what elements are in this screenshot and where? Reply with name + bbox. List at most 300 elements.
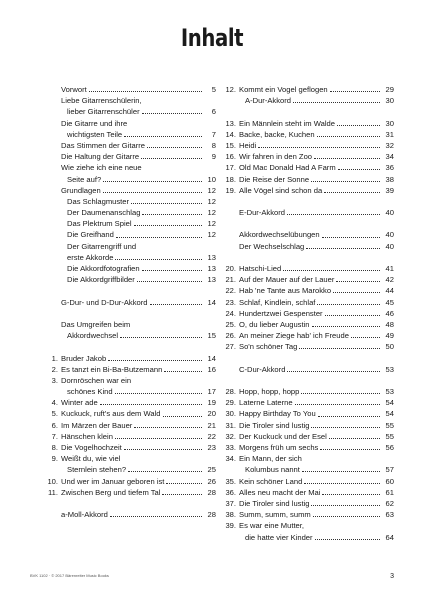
toc-entry <box>45 330 216 341</box>
toc-entry <box>45 274 216 285</box>
toc-entry-title: Schlaf, Kindlein, schlaf <box>239 297 316 307</box>
toc-entry <box>223 498 394 509</box>
toc-entry <box>223 386 394 397</box>
toc-entry-page: 30 <box>385 118 394 128</box>
toc-entry-title: Backe, backe, Kuchen <box>239 129 315 139</box>
toc-entry-page: 32 <box>385 140 394 150</box>
toc-entry-title: Kein schöner Land <box>239 476 303 486</box>
toc-dot-leader <box>147 147 202 148</box>
toc-dot-leader <box>108 360 202 361</box>
toc-entry-number: 26. <box>225 331 236 341</box>
toc-entry-title: Die Gitarre und ihre <box>61 118 128 128</box>
toc-dot-leader <box>134 427 202 428</box>
toc-dot-leader <box>103 181 202 182</box>
toc-entry-page: 8 <box>211 140 216 150</box>
toc-entry-page: 29 <box>385 85 394 94</box>
toc-dot-leader <box>120 337 202 338</box>
toc-entry-number: 4. <box>51 398 58 408</box>
toc-dot-leader <box>124 136 202 137</box>
toc-entry-title: Wie ziehe ich eine neue <box>61 163 142 173</box>
toc-entry <box>45 431 216 442</box>
toc-entry-title: Der Wechselschlag <box>239 241 305 251</box>
toc-entry-number: 20. <box>225 264 236 273</box>
toc-entry <box>223 431 394 442</box>
toc-entry-page: 40 <box>385 208 394 218</box>
toc-dot-leader <box>329 438 380 439</box>
toc-dot-leader <box>287 214 380 215</box>
toc-dot-leader <box>318 416 380 417</box>
toc-dot-leader <box>258 147 380 148</box>
toc-entry-page: 55 <box>385 420 394 430</box>
toc-dot-leader <box>338 169 380 170</box>
toc-entry-title: Kuckuck, ruft's aus dem Wald <box>61 409 161 419</box>
toc-entry-number: 28. <box>225 387 236 397</box>
toc-entry <box>223 397 394 408</box>
toc-entry <box>223 442 394 453</box>
toc-dot-leader <box>141 158 202 159</box>
toc-entry-page: 13 <box>207 264 216 273</box>
toc-entry-number: 18. <box>225 174 236 184</box>
toc-entry-number: 36. <box>225 487 236 497</box>
toc-entry <box>45 297 216 308</box>
toc-entry-number: 27. <box>225 342 236 352</box>
toc-entry <box>223 464 394 475</box>
toc-entry-page: 39 <box>385 185 394 195</box>
toc-entry-number: 7. <box>51 431 58 441</box>
toc-entry-title: Das Stimmen der Gitarre <box>61 140 145 150</box>
toc-entry-title: schönes Kind <box>67 387 113 397</box>
toc-entry-page: 31 <box>385 129 394 139</box>
toc-dot-leader <box>336 281 380 282</box>
toc-entry-title: Liebe Gitarrenschülerin, <box>61 96 142 106</box>
toc-entry-title: Grundlagen <box>61 185 101 195</box>
toc-entry <box>45 453 216 464</box>
toc-entry-number: 15. <box>225 140 236 150</box>
toc-entry <box>223 263 394 274</box>
toc-dot-leader <box>301 393 380 394</box>
toc-entry-title: Es tanzt ein Bi-Ba-Butzemann <box>61 364 163 374</box>
footer-publisher: BVK 1102 · © 2017 Bärenreiter Music Books <box>30 573 109 578</box>
toc-dot-leader <box>162 494 202 495</box>
toc-entry-title: Die Akkordgriffbilder <box>67 275 135 285</box>
toc-entry-title: Hänschen klein <box>61 431 113 441</box>
toc-entry-title: a-Moll-Akkord <box>61 510 108 520</box>
toc-entry <box>45 185 216 196</box>
toc-entry-number: 10. <box>47 476 58 486</box>
toc-dot-leader <box>299 348 380 349</box>
toc-entry-page: 60 <box>385 476 394 486</box>
toc-entry-number: 17. <box>225 163 236 173</box>
toc-entry <box>223 185 394 196</box>
toc-entry <box>45 218 216 229</box>
toc-entry-title: Der Daumenanschlag <box>67 208 141 218</box>
toc-dot-leader <box>103 192 202 193</box>
toc-entry-number: 1. <box>51 353 58 363</box>
toc-entry <box>45 207 216 218</box>
toc-entry <box>223 241 394 252</box>
toc-dot-leader <box>320 449 380 450</box>
toc-entry-number: 22. <box>225 286 236 296</box>
toc-entry <box>45 229 216 240</box>
toc-dot-leader <box>317 136 380 137</box>
toc-entry-number: 31. <box>225 420 236 430</box>
toc-dot-leader <box>115 259 202 260</box>
toc-column-left <box>45 84 216 520</box>
toc-entry <box>223 408 394 419</box>
toc-entry-page: 13 <box>207 252 216 262</box>
toc-entry-title: erste Akkorde <box>67 252 114 262</box>
toc-entry-title: Weißt du, wie viel <box>61 454 121 464</box>
toc-entry-number: 21. <box>225 275 236 285</box>
toc-dot-leader <box>295 404 380 405</box>
toc-entry-number: 12. <box>225 85 236 94</box>
toc-entry-title: Happy Birthday To You <box>239 409 316 419</box>
toc-entry-page: 54 <box>385 398 394 408</box>
toc-entry <box>223 129 394 140</box>
toc-entry-title: Alles neu macht der Mai <box>239 487 321 497</box>
toc-dot-leader <box>283 270 380 271</box>
toc-entry-page: 5 <box>211 85 216 94</box>
toc-entry <box>223 420 394 431</box>
toc-dot-leader <box>131 203 202 204</box>
toc-dot-leader <box>325 315 380 316</box>
toc-entry <box>45 84 216 95</box>
toc-entry-page: 48 <box>385 319 394 329</box>
toc-entry <box>223 151 394 162</box>
toc-entry-title: lieber Gitarrenschüler <box>67 107 140 117</box>
toc-entry-page: 45 <box>385 297 394 307</box>
toc-dot-leader <box>287 371 380 372</box>
page-title: Inhalt <box>180 24 244 52</box>
toc-entry <box>45 140 216 151</box>
toc-entry-title: Das Umgreifen beim <box>61 319 131 329</box>
toc-dot-leader <box>333 292 380 293</box>
toc-entry-title: Die Greifhand <box>67 230 114 240</box>
toc-entry <box>223 453 394 464</box>
toc-entry-title: Old Mac Donald Had A Farm <box>239 163 336 173</box>
toc-dot-leader <box>317 304 380 305</box>
toc-entry-page: 53 <box>385 387 394 397</box>
toc-entry-number: 11. <box>48 487 58 497</box>
toc-entry <box>45 509 216 520</box>
toc-entry-number: 14. <box>225 129 236 139</box>
toc-entry-page: 16 <box>207 364 216 374</box>
toc-entry <box>223 319 394 330</box>
toc-entry-number: 38. <box>225 510 236 520</box>
toc-entry-title: Ein Mann, der sich <box>239 454 302 464</box>
toc-dot-leader <box>330 91 380 92</box>
toc-entry-title: G-Dur- und D-Dur-Akkord <box>61 297 148 307</box>
toc-entry-page: 14 <box>207 297 216 307</box>
toc-dot-leader <box>322 494 380 495</box>
toc-entry <box>45 151 216 162</box>
toc-entry <box>223 330 394 341</box>
toc-entry-title: die hatte vier Kinder <box>245 532 313 542</box>
toc-dot-leader <box>89 91 202 92</box>
toc-entry <box>223 308 394 319</box>
toc-entry <box>45 252 216 263</box>
toc-entry-page: 55 <box>385 431 394 441</box>
toc-entry-number: 24. <box>225 308 236 318</box>
toc-entry <box>223 476 394 487</box>
toc-entry-number: 25. <box>225 319 236 329</box>
toc-entry-title: Hatschi-Lied <box>239 264 282 273</box>
toc-entry <box>223 84 394 95</box>
toc-entry-title: Dornröschen war ein <box>61 375 132 385</box>
toc-entry-page: 46 <box>385 308 394 318</box>
toc-dot-leader <box>142 214 202 215</box>
toc-entry-page: 9 <box>211 152 216 162</box>
toc-entry-number: 30. <box>225 409 236 419</box>
toc-entry <box>223 207 394 218</box>
toc-dot-leader <box>150 304 202 305</box>
toc-dot-leader <box>110 516 202 517</box>
toc-entry-number: 35. <box>225 476 236 486</box>
toc-entry-number: 33. <box>225 443 236 452</box>
toc-entry-page: 42 <box>385 275 394 285</box>
toc-entry <box>45 476 216 487</box>
toc-entry-title: Das Schlagmuster <box>67 196 130 206</box>
toc-entry <box>45 487 216 498</box>
toc-entry-number: 37. <box>225 498 236 508</box>
toc-entry-number: 2. <box>51 364 58 374</box>
toc-entry <box>223 520 394 531</box>
toc-dot-leader <box>128 471 202 472</box>
toc-entry-page: 10 <box>207 174 216 184</box>
toc-entry-title: Der Kuckuck und der Esel <box>239 431 327 441</box>
toc-entry-number: 6. <box>51 420 58 430</box>
toc-entry <box>45 162 216 173</box>
toc-dot-leader <box>311 181 380 182</box>
toc-entry-page: 44 <box>385 286 394 296</box>
toc-entry-page: 15 <box>207 331 216 341</box>
toc-entry-number: 8. <box>51 443 58 452</box>
toc-entry-title: Ein Männlein steht im Walde <box>239 118 335 128</box>
toc-dot-leader <box>164 371 202 372</box>
toc-entry-title: Vorwort <box>61 85 87 94</box>
toc-entry <box>45 263 216 274</box>
toc-entry-page: 7 <box>211 129 216 139</box>
toc-entry-title: Zwischen Berg und tiefem Tal <box>61 487 161 497</box>
toc-entry-page: 21 <box>207 420 216 430</box>
toc-entry-page: 22 <box>207 431 216 441</box>
toc-entry-page: 12 <box>207 219 216 229</box>
toc-entry-title: Die Haltung der Gitarre <box>61 152 140 162</box>
toc-entry-title: E-Dur-Akkord <box>239 208 285 218</box>
toc-entry-title: A-Dur-Akkord <box>245 96 291 106</box>
page-number: 3 <box>390 573 394 580</box>
toc-entry <box>223 509 394 520</box>
toc-entry-page: 50 <box>385 342 394 352</box>
toc-dot-leader <box>322 237 380 238</box>
toc-dot-leader <box>314 158 380 159</box>
toc-entry-title: Wir fahren in den Zoo <box>239 152 313 162</box>
toc-entry <box>45 375 216 386</box>
toc-entry-number: 29. <box>225 398 236 408</box>
toc-entry <box>223 174 394 185</box>
toc-entry <box>223 229 394 240</box>
toc-entry-page: 28 <box>207 510 216 520</box>
toc-entry <box>45 364 216 375</box>
toc-entry <box>223 162 394 173</box>
toc-entry <box>45 408 216 419</box>
toc-entry-title: C-Dur-Akkord <box>239 364 286 374</box>
toc-entry-title: Morgens früh um sechs <box>239 443 319 452</box>
toc-entry-number: 16. <box>225 152 236 162</box>
toc-entry <box>223 274 394 285</box>
toc-entry-page: 13 <box>207 275 216 285</box>
toc-entry-title: Akkordwechsel <box>67 331 119 341</box>
toc-entry-title: Sternlein stehen? <box>67 465 127 475</box>
toc-dot-leader <box>313 516 380 517</box>
toc-dot-leader <box>324 192 380 193</box>
toc-dot-leader <box>293 102 380 103</box>
toc-entry-number: 5. <box>51 409 58 419</box>
toc-entry-page: 61 <box>385 487 394 497</box>
toc-entry-title: Kolumbus nannt <box>245 465 300 475</box>
toc-entry-title: Summ, summ, summ <box>239 510 311 520</box>
toc-entry-title: An meiner Ziege hab' ich Freude <box>239 331 349 341</box>
toc-entry-title: Bruder Jakob <box>61 353 107 363</box>
toc-entry-page: 25 <box>207 465 216 475</box>
toc-entry-page: 30 <box>385 96 394 106</box>
toc-entry-title: Kommt ein Vogel geflogen <box>239 85 328 94</box>
toc-dot-leader <box>100 404 202 405</box>
toc-entry <box>223 487 394 498</box>
toc-entry-page: 53 <box>385 364 394 374</box>
toc-entry-page: 54 <box>385 409 394 419</box>
toc-entry-page: 20 <box>207 409 216 419</box>
toc-entry-title: Der Gitarrengriff und <box>67 241 137 251</box>
toc-entry <box>45 442 216 453</box>
toc-entry <box>223 364 394 375</box>
toc-dot-leader <box>137 281 202 282</box>
toc-entry-page: 41 <box>385 264 394 273</box>
toc-dot-leader <box>142 113 202 114</box>
toc-entry-number: 13. <box>225 118 236 128</box>
toc-entry-number: 34. <box>225 454 236 464</box>
toc-entry-title: Laterne Laterne <box>239 398 293 408</box>
toc-entry <box>223 140 394 151</box>
toc-entry <box>45 353 216 364</box>
toc-entry-title: wichtigsten Teile <box>67 129 123 139</box>
toc-entry-page: 62 <box>385 498 394 508</box>
toc-entry <box>45 106 216 117</box>
toc-entry <box>223 341 394 352</box>
toc-entry-page: 64 <box>385 532 394 542</box>
toc-dot-leader <box>337 125 380 126</box>
toc-dot-leader <box>163 416 202 417</box>
toc-entry-title: Akkordwechselübungen <box>239 230 320 240</box>
toc-entry-number: 23. <box>225 297 236 307</box>
toc-entry-title: Hopp, hopp, hopp <box>239 387 300 397</box>
toc-entry-page: 17 <box>207 387 216 397</box>
toc-entry-page: 63 <box>385 510 394 520</box>
toc-entry-number: 39. <box>225 521 236 531</box>
toc-entry-title: Die Tiroler sind lustig <box>239 498 310 508</box>
toc-entry-page: 26 <box>207 476 216 486</box>
toc-dot-leader <box>306 248 380 249</box>
toc-entry-title: Und wer im Januar geboren ist <box>61 476 165 486</box>
toc-entry-page: 40 <box>385 241 394 251</box>
toc-entry-page: 38 <box>385 174 394 184</box>
toc-entry-page: 40 <box>385 230 394 240</box>
toc-entry <box>223 285 394 296</box>
toc-entry-title: Alle Vögel sind schon da <box>239 185 323 195</box>
toc-entry-page: 23 <box>207 443 216 452</box>
toc-entry-title: Es war eine Mutter, <box>239 521 304 531</box>
toc-entry-number: 3. <box>51 375 58 385</box>
toc-entry-title: Die Tiroler sind lustig <box>239 420 310 430</box>
toc-entry-page: 14 <box>207 353 216 363</box>
toc-entry-title: O, du lieber Augustin <box>239 319 310 329</box>
toc-dot-leader <box>116 237 202 238</box>
toc-entry <box>223 297 394 308</box>
toc-dot-leader <box>351 337 380 338</box>
toc-entry <box>45 129 216 140</box>
toc-dot-leader <box>312 326 381 327</box>
toc-entry <box>223 118 394 129</box>
toc-dot-leader <box>166 483 202 484</box>
toc-dot-leader <box>311 427 380 428</box>
toc-entry-title: Hab 'ne Tante aus Marokko <box>239 286 332 296</box>
toc-entry-title: Winter ade <box>61 398 98 408</box>
toc-dot-leader <box>115 438 202 439</box>
toc-dot-leader <box>134 225 202 226</box>
toc-entry-title: Das Plektrum Spiel <box>67 219 132 229</box>
toc-entry-title: So'n schöner Tag <box>239 342 298 352</box>
toc-entry-number: 32. <box>225 431 236 441</box>
toc-entry-title: Die Vogelhochzeit <box>61 443 122 452</box>
toc-entry-page: 34 <box>385 152 394 162</box>
toc-entry-page: 36 <box>385 163 394 173</box>
toc-entry <box>45 241 216 252</box>
toc-entry <box>45 118 216 129</box>
toc-entry-title: Hundertzwei Gespenster <box>239 308 323 318</box>
toc-entry-page: 19 <box>207 398 216 408</box>
toc-entry <box>45 386 216 397</box>
toc-entry <box>45 420 216 431</box>
toc-entry-title: Die Reise der Sonne <box>239 174 310 184</box>
toc-entry-title: Seite auf? <box>67 174 102 184</box>
toc-dot-leader <box>304 483 380 484</box>
toc-entry-number: 9. <box>51 454 58 464</box>
toc-entry-page: 28 <box>207 487 216 497</box>
toc-entry <box>45 174 216 185</box>
toc-entry <box>223 532 394 543</box>
toc-entry <box>45 95 216 106</box>
toc-entry-title: Im Märzen der Bauer <box>61 420 133 430</box>
toc-entry-title: Heidi <box>239 140 257 150</box>
toc-entry-page: 6 <box>211 107 216 117</box>
toc-entry-page: 12 <box>207 196 216 206</box>
toc-dot-leader <box>311 505 380 506</box>
toc-dot-leader <box>115 393 202 394</box>
toc-entry <box>45 319 216 330</box>
toc-entry-page: 12 <box>207 208 216 218</box>
toc-column-right <box>223 84 394 543</box>
toc-entry <box>223 95 394 106</box>
toc-entry-page: 57 <box>385 465 394 475</box>
toc-entry <box>45 196 216 207</box>
toc-entry <box>45 397 216 408</box>
toc-dot-leader <box>124 449 202 450</box>
toc-dot-leader <box>302 471 380 472</box>
toc-entry-page: 12 <box>207 185 216 195</box>
toc-entry-page: 49 <box>385 331 394 341</box>
toc-entry-page: 56 <box>385 443 394 452</box>
toc-dot-leader <box>142 270 202 271</box>
